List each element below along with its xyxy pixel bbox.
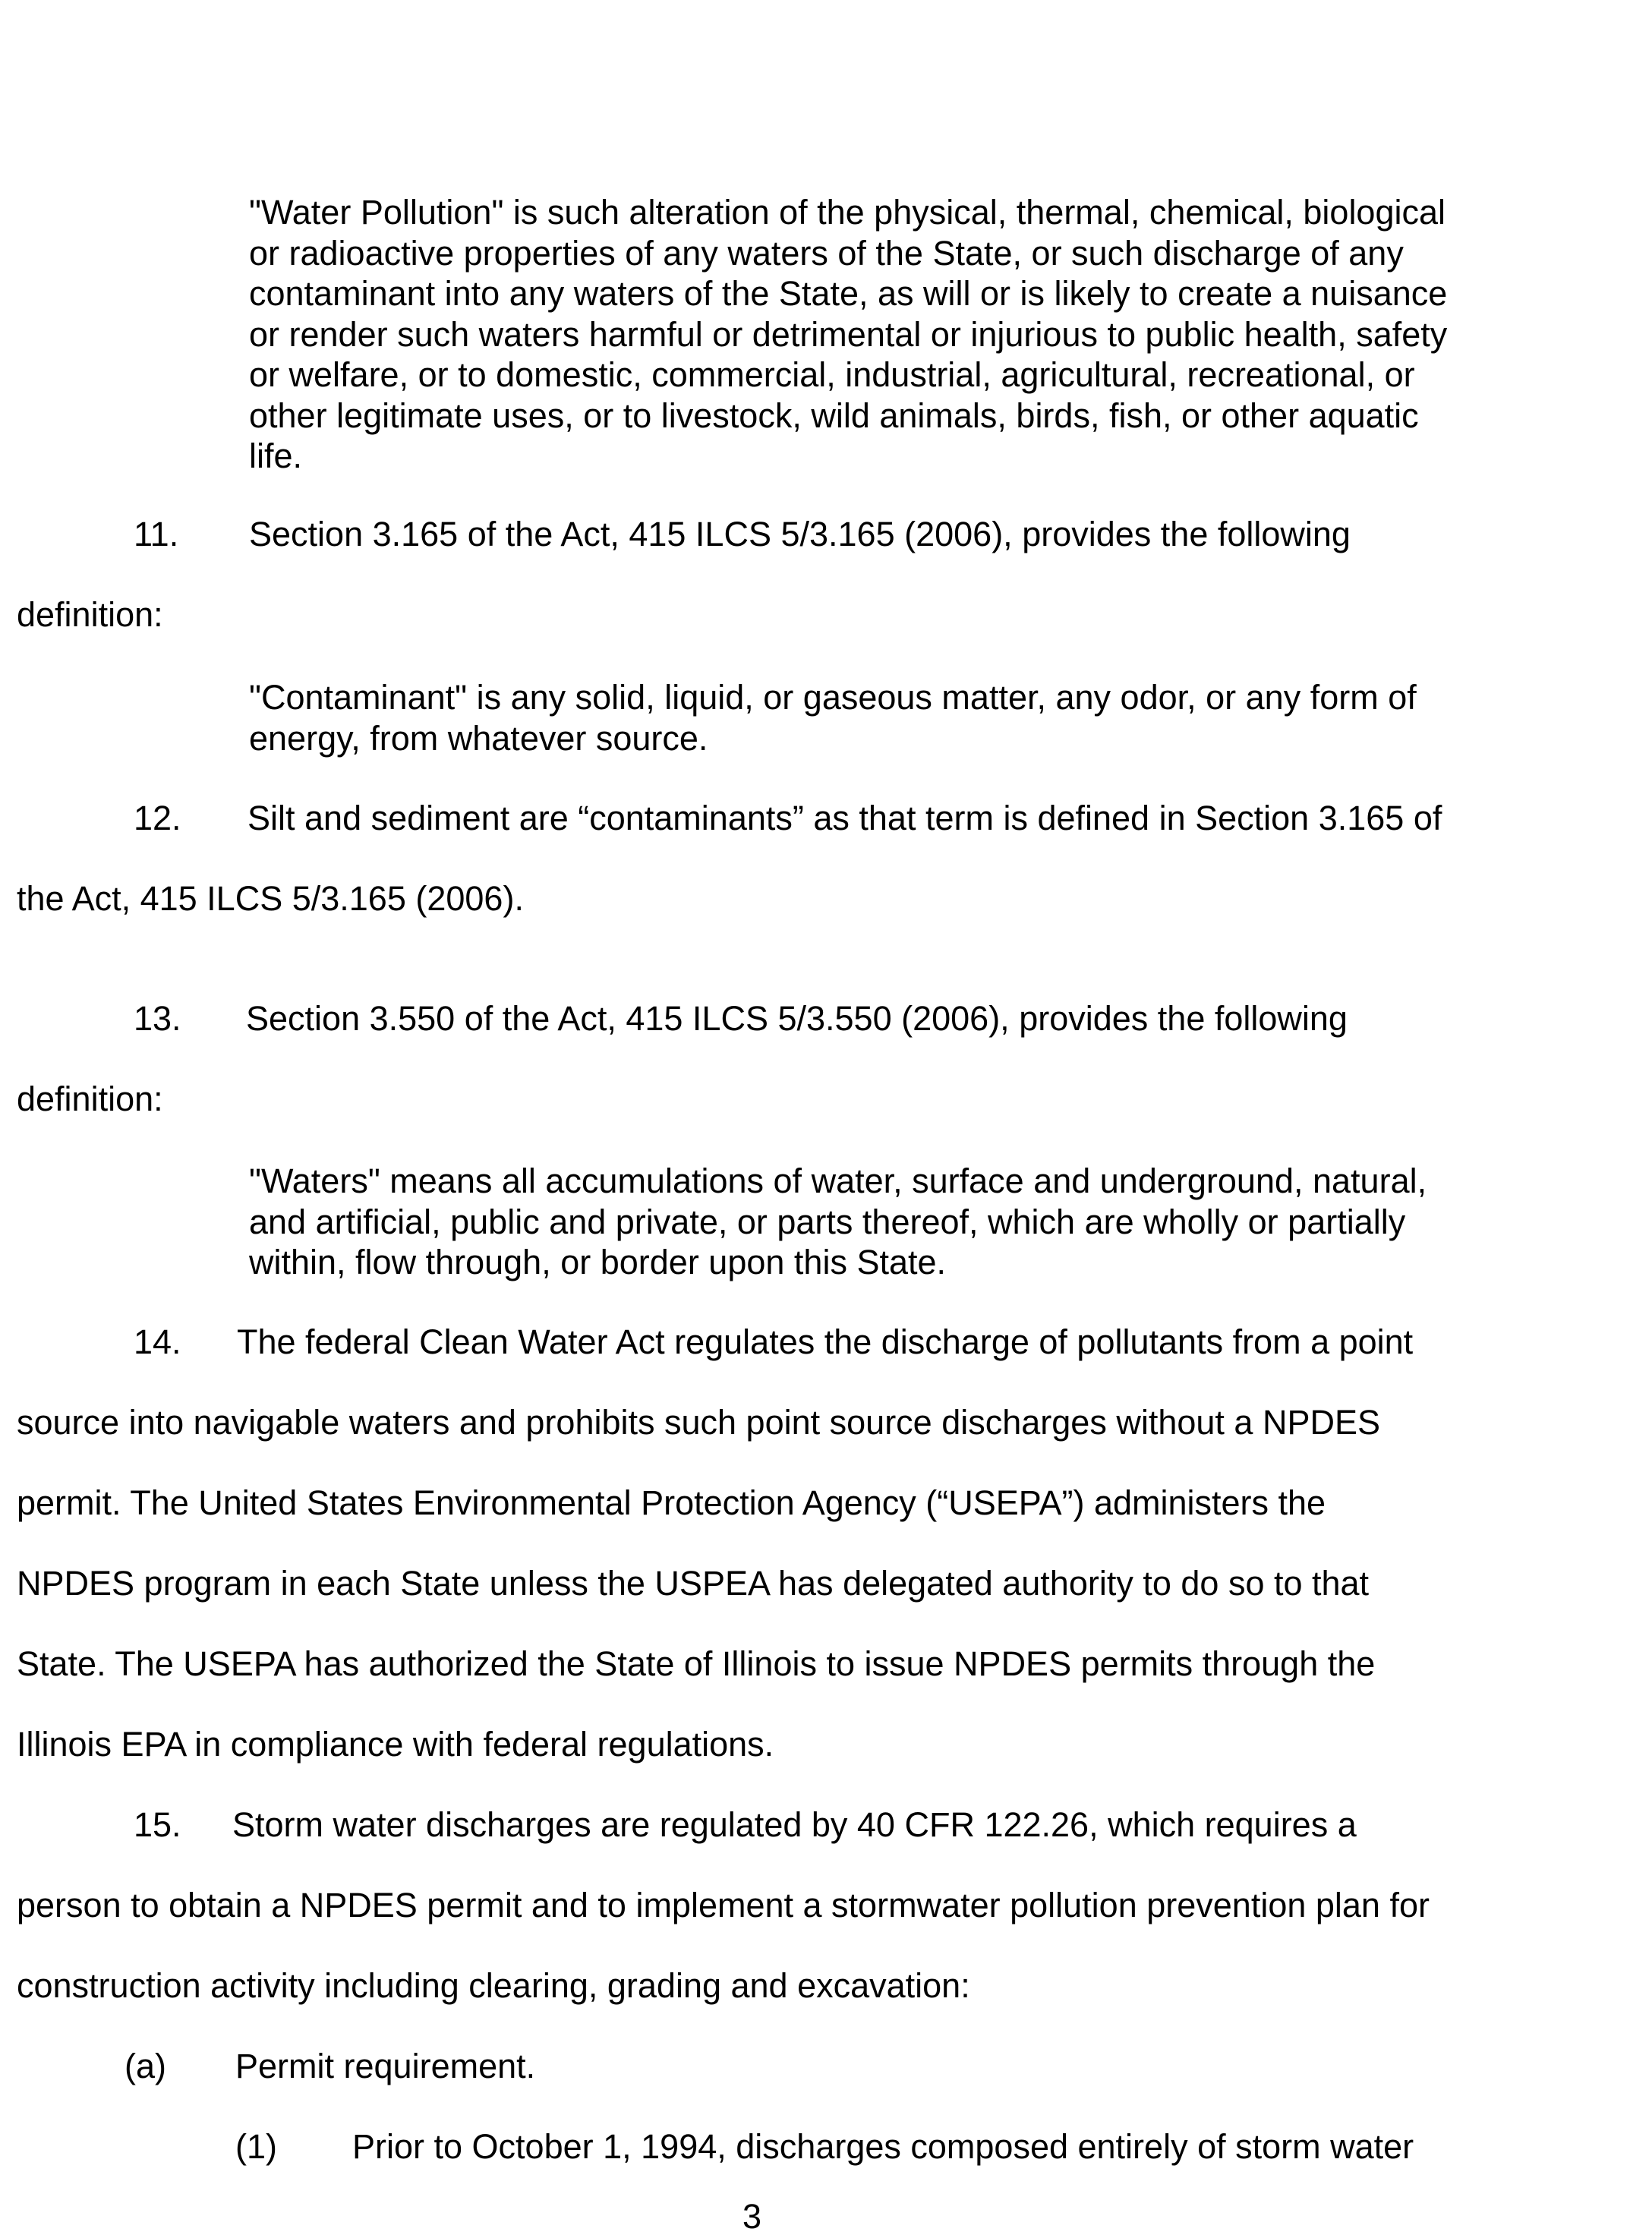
paragraph-12-line-1: Silt and sediment are “contaminants” as that term is defined in Section 3.165 of — [247, 799, 1442, 837]
paragraph-14-line-1: The federal Clean Water Act regulates the discharge of pollutants from a point — [237, 1322, 1414, 1361]
paragraph-14-line-3: permit. The United States Environmental Protection Agency (“USEPA”) administers the — [17, 1483, 1326, 1522]
item-1-label: (1) — [235, 2127, 277, 2166]
paragraph-11-line-2: definition: — [17, 595, 163, 634]
paragraph-14-line-6: Illinois EPA in compliance with federal regulations. — [17, 1725, 774, 1764]
paragraph-11-number: 11. — [134, 515, 179, 553]
paragraph-14-line-4: NPDES program in each State unless the USPEA has delegated authority to do so to that — [17, 1564, 1370, 1603]
paragraph-12-line-2: the Act, 415 ILCS 5/3.165 (2006). — [17, 879, 524, 918]
paragraph-15-number: 15. — [134, 1805, 181, 1844]
paragraph-12-number: 12. — [134, 799, 181, 837]
item-a-label: (a) — [125, 2047, 166, 2085]
paragraph-14-line-5: State. The USEPA has authorized the State of Illinois to issue NPDES permits through the — [17, 1644, 1376, 1683]
quote-contaminant: "Contaminant" is any solid, liquid, or gaseous matter, any odor, or any form of energy, from whatever source. — [249, 678, 1417, 758]
quote-water-pollution: "Water Pollution" is such alteration of the physical, thermal, chemical, biological or radioactive properties of any waters of the State, or such discharge of any contaminant into any waters of the State, as will or is likely to create a nuisance or render such waters harmful or detrimental or injurious to public health, safety or welfare, or to domestic, commercial, industrial, agricultural, recreational, or other legitimate uses, or to livestock, wild animals, birds, fish, or other aquatic life. — [249, 193, 1448, 475]
paragraph-15-line-1: Storm water discharges are regulated by 40 CFR 122.26, which requires a — [232, 1805, 1357, 1844]
item-a-text: Permit requirement. — [235, 2047, 536, 2085]
paragraph-14-number: 14. — [134, 1322, 181, 1361]
page-number: 3 — [742, 2197, 762, 2236]
paragraph-11-line-1: Section 3.165 of the Act, 415 ILCS 5/3.165 (2006), provides the following — [249, 515, 1351, 553]
paragraph-13-number: 13. — [134, 999, 181, 1038]
paragraph-15-line-2: person to obtain a NPDES permit and to implement a stormwater pollution prevention plan for — [17, 1886, 1430, 1924]
paragraph-14-line-2: source into navigable waters and prohibits such point source discharges without a NPDES — [17, 1403, 1380, 1442]
quote-waters: "Waters" means all accumulations of water, surface and underground, natural, and artificial, public and private, or parts thereof, which are wholly or partially within, flow through, or border upon this State. — [249, 1162, 1427, 1281]
item-1-text: Prior to October 1, 1994, discharges composed entirely of storm water — [352, 2127, 1414, 2166]
paragraph-15-line-3: construction activity including clearing, grading and excavation: — [17, 1966, 970, 2005]
paragraph-13-line-2: definition: — [17, 1080, 163, 1118]
paragraph-13-line-1: Section 3.550 of the Act, 415 ILCS 5/3.550 (2006), provides the following — [246, 999, 1348, 1038]
